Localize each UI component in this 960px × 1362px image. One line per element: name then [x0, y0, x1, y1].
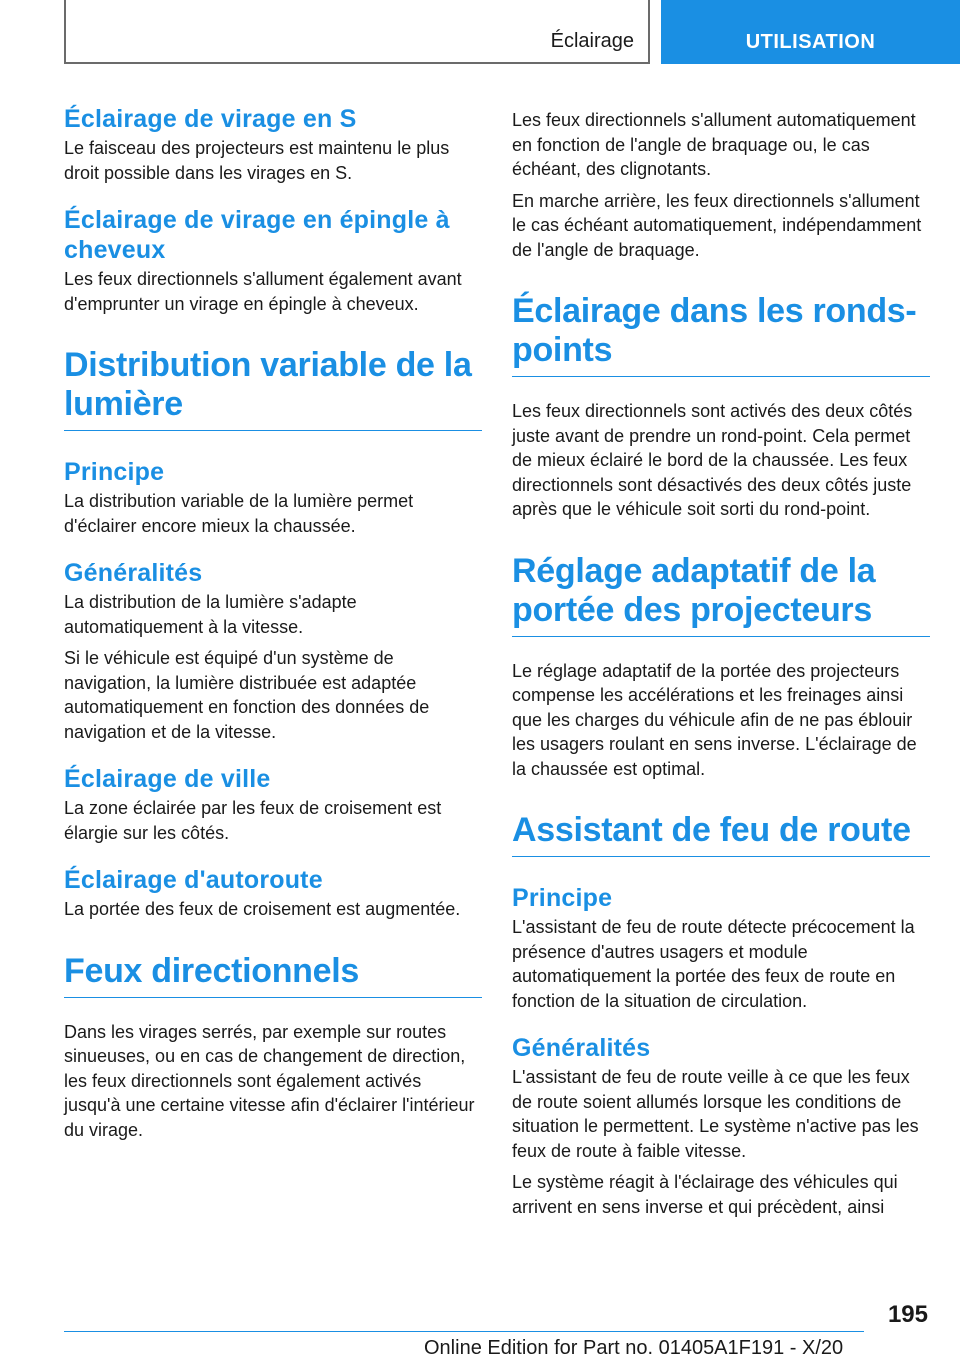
heading-general: Généralités [64, 559, 203, 587]
footer-edition: Online Edition for Part no. 01405A1F191 - X/20 [424, 1337, 844, 1359]
paragraph-assistant-general-1: L'assistant de feu de route veille à ce que les feux de route soient allumés lorsque les conditions de situation le permettent. Le système n'active pas les feux de route à faible vitesse. [512, 1067, 919, 1161]
paragraph-assistant-principle: L'assistant de feu de route détecte précocement la présence d'autres usagers et module automatiquement la portée des feux de route en fonction de la situation de circulation. [512, 917, 915, 1011]
heading-motorway-lighting: Éclairage d'autoroute [64, 866, 323, 894]
heading-variable-distribution: Distribution variable de la lumière [64, 346, 482, 431]
header-section-title: Éclairage [550, 30, 634, 52]
heading-high-beam-assistant: Assistant de feu de route [512, 811, 930, 857]
paragraph-motorway: La portée des feux de croisement est augmentée. [64, 899, 461, 919]
heading-principle: Principe [64, 458, 165, 486]
paragraph-cornering: Dans les virages serrés, par exemple sur routes sinueuses, ou en cas de changement de direction, les feux directionnels sont également activés jusqu'à une certaine vitesse afin d'éclairer l'intérieur du virage. [64, 1021, 475, 1140]
paragraph-principle: La distribution variable de la lumière permet d'éclairer encore mieux la chaussée. [64, 491, 414, 536]
paragraph-cornering-cont-1: Les feux directionnels s'allument automatiquement en fonction de l'angle de braquage ou, le cas échéant, des clignotants. [512, 110, 916, 179]
heading-assistant-principle: Principe [512, 884, 613, 912]
heading-s-curve-lighting: Éclairage de virage en S [64, 105, 357, 133]
header-chapter-label: UTILISATION [745, 31, 876, 53]
heading-adaptive-range: Réglage adaptatif de la portée des projecteurs [512, 552, 930, 637]
paragraph-cornering-cont-2: En marche arrière, les feux directionnels s'allument le cas échéant automatiquement, indépendamment de l'angle de braquage. [512, 190, 922, 260]
heading-roundabout-lighting: Éclairage dans les ronds-points [512, 292, 930, 377]
paragraph-city: La zone éclairée par les feux de croisement est élargie sur les côtés. [64, 798, 442, 843]
header-chapter-tab [661, 0, 960, 64]
footer-rule [64, 1331, 864, 1332]
heading-cornering-lights: Feux directionnels [64, 952, 482, 998]
paragraph-assistant-general-2: Le système réagit à l'éclairage des véhicules qui arrivent en sens inverse et qui précèdent, ainsi [512, 1172, 898, 1217]
paragraph-s-curve: Le faisceau des projecteurs est maintenu le plus droit possible dans les virages en S. [64, 138, 450, 183]
heading-assistant-general: Généralités [512, 1034, 651, 1062]
page-number: 195 [887, 1301, 928, 1328]
paragraph-general-1: La distribution de la lumière s'adapte automatiquement à la vitesse. [64, 592, 357, 637]
header-section-box [64, 0, 650, 64]
heading-city-lighting: Éclairage de ville [64, 765, 271, 793]
paragraph-adaptive-range: Le réglage adaptatif de la portée des projecteurs compense les accélérations et les freinages ainsi que les charges du véhicule afin de ne pas éblouir les usagers roulant en sens inverse. L'éclairage de la chaussée est optimal. [512, 660, 917, 779]
right-column [512, 104, 930, 1219]
paragraph-hairpin: Les feux directionnels s'allument également avant d'emprunter un virage en épingle à cheveux. [64, 269, 462, 314]
paragraph-roundabout: Les feux directionnels sont activés des deux côtés juste avant de prendre un rond-point. Cela permet de mieux éclairé le bord de la chaussée. Les feux directionnels sont désactivés des deux côtés juste après que le véhicule soit sorti du rond-point. [512, 401, 913, 519]
heading-hairpin-lighting: Éclairage de virage en épingle à cheveux [64, 206, 450, 264]
left-column [64, 104, 482, 1142]
paragraph-general-2: Si le véhicule est équipé d'un système de navigation, la lumière distribuée est adaptée automatiquement en fonction des données de navigation et de la vitesse. [64, 648, 430, 742]
